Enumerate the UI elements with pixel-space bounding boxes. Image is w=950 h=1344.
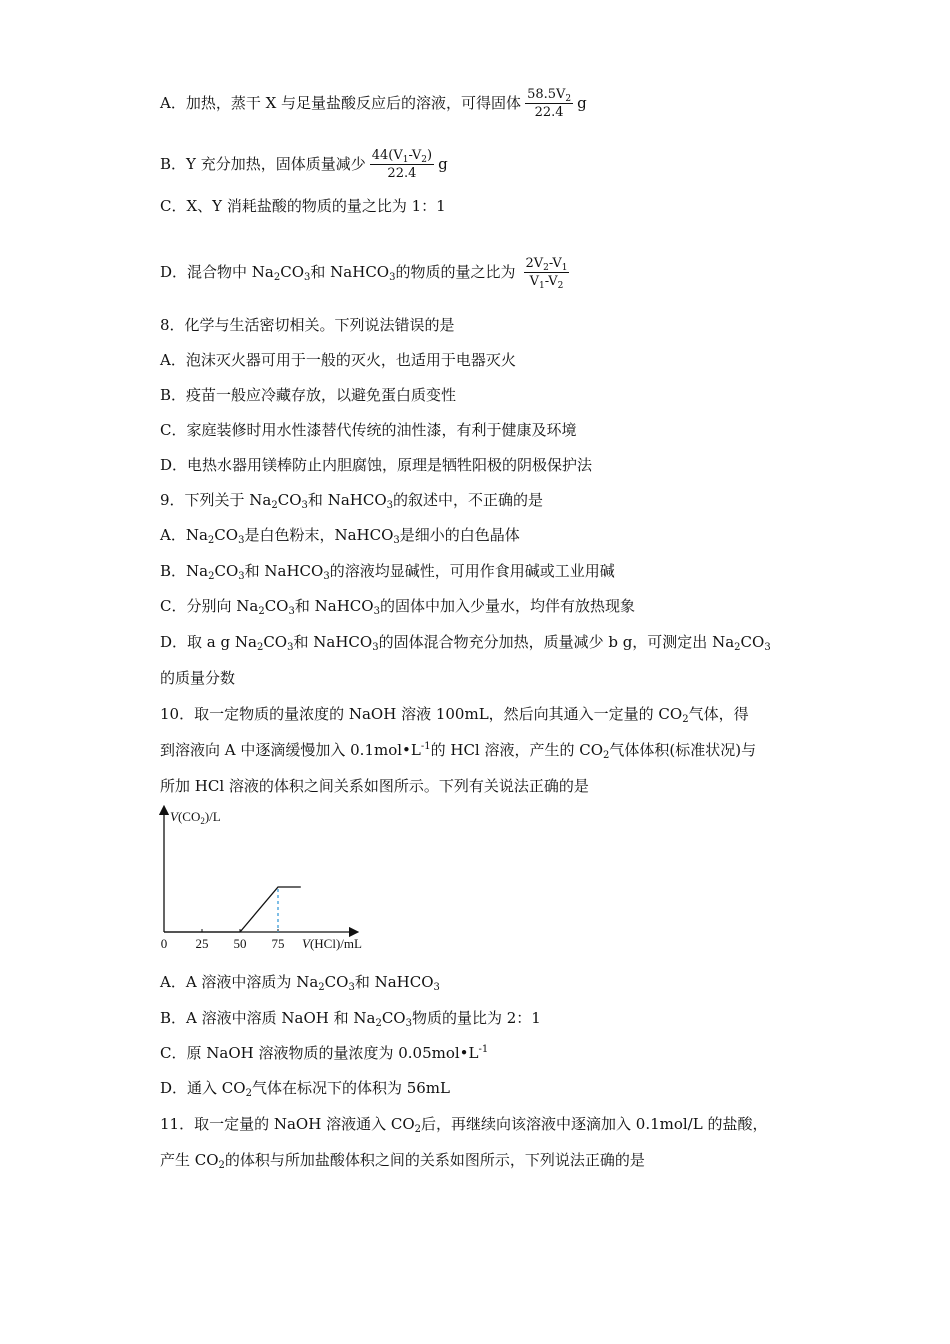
q8-option-c: C．家庭装修时用水性漆替代传统的油性漆，有利于健康及环境	[160, 421, 577, 439]
q9-option-a: A．$Na_2CO_3$是白色粉末，NaHCO$_3$是细小的白色晶体	[160, 526, 520, 546]
x-axis-label: V(HCl)/mL	[302, 936, 362, 951]
q8-option-d: D．电热水器用镁棒防止内胆腐蚀，原理是牺牲阳极的阴极保护法	[160, 456, 593, 474]
x-tick-label: 0	[160, 936, 168, 951]
q9-option-d: D．取 a g $Na_2CO_3$和 NaHCO$_3$的固体混合物充分加热，质量减少 b g，可测定出 $Na_2CO_3$	[160, 633, 771, 653]
x-tick-label: 75	[271, 936, 285, 951]
q7-a-fraction: $\frac{58.5V_2}{22.4}$	[527, 87, 572, 120]
q7-b-fraction: $\frac{44(V_1-V_2)}{22.4}$	[371, 148, 433, 181]
q10-chart	[150, 800, 390, 960]
chart-svg	[150, 800, 390, 960]
q10-stem-line2: 到溶液向 A 中逐滴缓慢加入 $0.1mol•L^{-1}$的 HCl 溶液，产生的 $CO_2$气体体积(标准状况)与	[160, 741, 757, 761]
q7-option-a: A．加热，蒸干 X 与足量盐酸反应后的溶液，可得固体 $\frac{58.5V_2}{22.4}$ g	[160, 87, 587, 120]
q11-stem-line2: 产生 $CO_2$的体积与所加盐酸体积之间的关系如图所示，下列说法正确的是	[160, 1151, 645, 1171]
q7-d-fraction: $\frac{2V_2-V_1}{V_1-V_2}$	[525, 256, 568, 291]
q9-option-d-cont: 的质量分数	[160, 669, 236, 687]
series-line	[164, 887, 301, 932]
q9-option-c: C．分别向 $Na_2CO_3$和 NaHCO$_3$的固体中加入少量水，均伴有放热现象	[160, 597, 635, 617]
q8-option-b: B．疫苗一般应冷藏存放，以避免蛋白质变性	[160, 386, 457, 404]
q7-option-d: D．混合物中 $Na_2CO_3$和 NaHCO$_3$的物质的量之比为 $\frac{2V_2-V_1}{V_1-V_2}$	[160, 256, 568, 291]
q8-stem: 8．化学与生活密切相关。下列说法错误的是	[160, 316, 455, 334]
q9-option-b: B．$Na_2CO_3$和 NaHCO$_3$的溶液均显碱性，可用作食用碱或工业用碱	[160, 562, 615, 582]
q10-stem-line1: 10．取一定物质的量浓度的 NaOH 溶液 100mL，然后向其通入一定量的 $CO_2$气体，得	[160, 705, 749, 725]
x-tick-label: 50	[233, 936, 247, 951]
q8-option-a: A．泡沫灭火器可用于一般的灭火，也适用于电器灭火	[160, 351, 516, 369]
q10-option-c: C．原 NaOH 溶液物质的量浓度为 $0.05mol•L^{-1}$	[160, 1044, 489, 1062]
y-axis-label: $V(CO_2)/L$	[170, 809, 221, 826]
q10-stem-line3: 所加 HCl 溶液的体积之间关系如图所示。下列有关说法正确的是	[160, 777, 589, 795]
q7-option-c: C．X、Y 消耗盐酸的物质的量之比为 1：1	[160, 197, 446, 215]
q11-stem-line1: 11．取一定量的 NaOH 溶液通入 $CO_2$后，再继续向该溶液中逐滴加入 0.1mol/L 的盐酸，	[160, 1115, 768, 1135]
q10-option-a: A．A 溶液中溶质为 $Na_2CO_3$和 NaHCO$_3$	[160, 973, 440, 993]
q9-stem: 9．下列关于 $Na_2CO_3$和 NaHCO$_3$的叙述中，不正确的是	[160, 491, 544, 511]
q10-option-b: B．A 溶液中溶质 NaOH 和 $Na_2CO_3$物质的量比为 2：1	[160, 1009, 541, 1029]
q7-a-text: A．加热，蒸干 X 与足量盐酸反应后的溶液，可得固体	[160, 94, 522, 112]
x-tick-label: 25	[195, 936, 209, 951]
q10-option-d: D．通入 $CO_2$气体在标况下的体积为 56mL	[160, 1079, 450, 1099]
q7-option-b: B．Y 充分加热，固体质量减少 $\frac{44(V_1-V_2)}{22.4}$ g	[160, 148, 448, 181]
